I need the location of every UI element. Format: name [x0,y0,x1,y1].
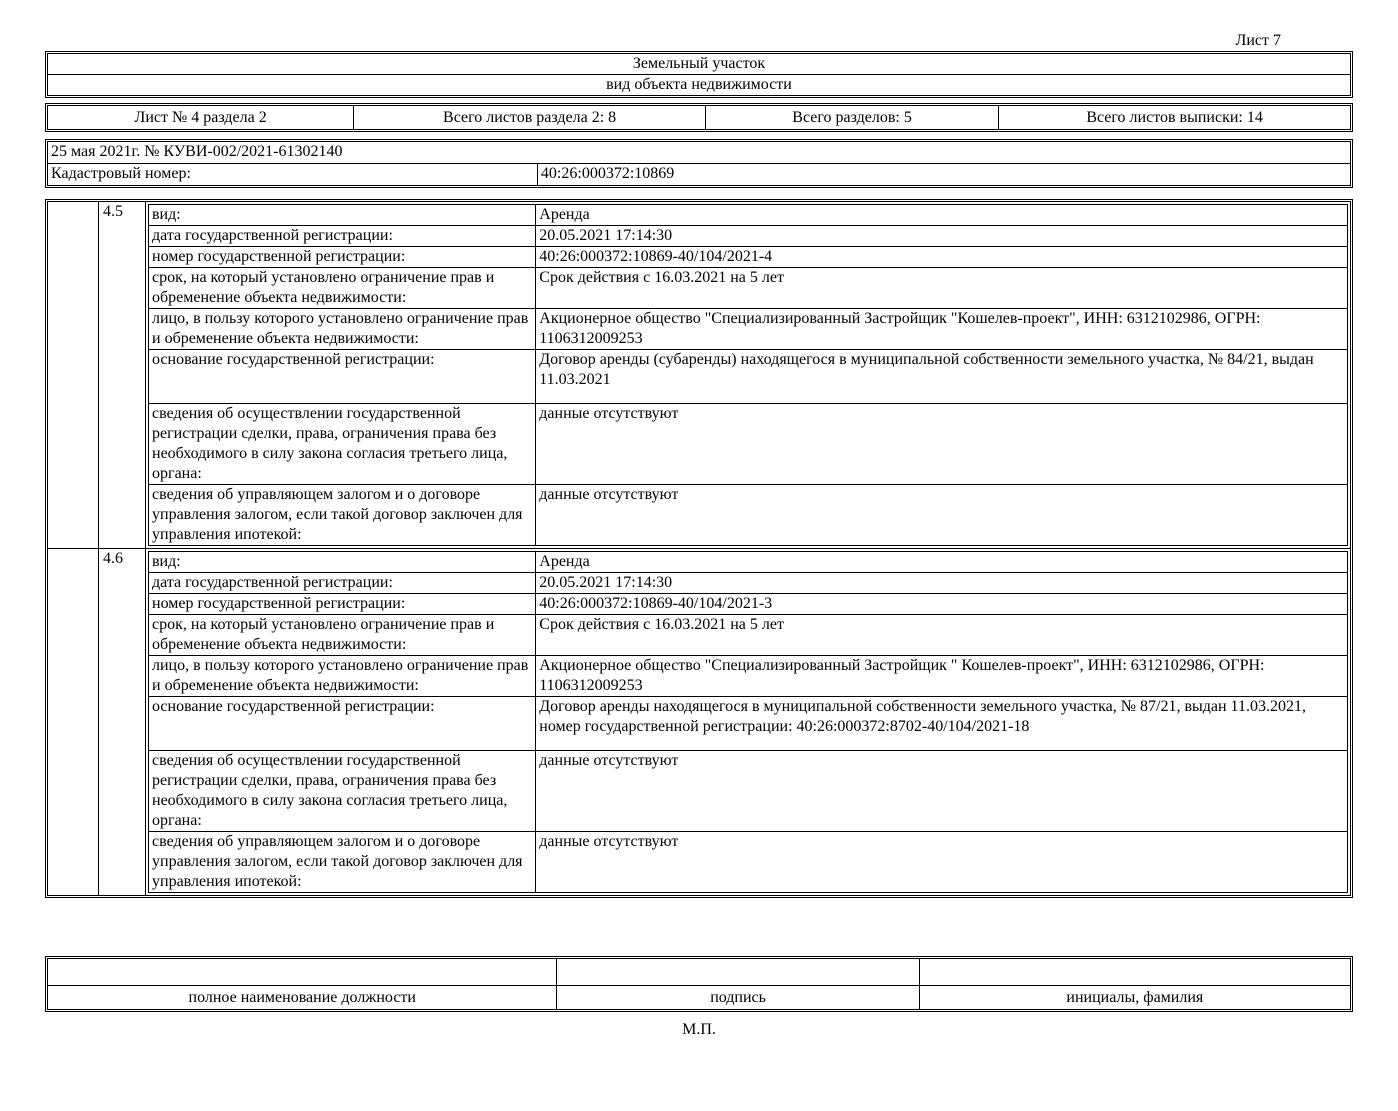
section-row [48,202,1351,549]
field-value: Договор аренды (субаренды) находящегося в муниципальной собственности земельного участка, № 84/21, выдан 11.03.2021 [536,350,1348,404]
stamp-place-label: М.П. [682,1021,716,1038]
field-value: Аренда [536,552,1348,573]
page-title: Земельный участок [48,54,1351,75]
field-value: Срок действия с 16.03.2021 на 5 лет [536,268,1348,309]
signature-input-row [48,959,1351,986]
field-row [149,404,1348,485]
field-label: номер государственной регистрации: [149,247,536,268]
field-label: основание государственной регистрации: [149,350,536,404]
section-row [48,549,1351,896]
document-page [0,31,1398,1111]
field-row [149,751,1348,832]
position-column-label: полное наименование должности [48,986,557,1010]
field-label: сведения об управляющем залогом и о договоре управления залогом, если такой договор заключен для управления ипотекой: [149,485,536,546]
field-value: данные отсутствуют [536,751,1348,832]
field-row [149,205,1348,226]
signature-label-row [48,986,1351,1010]
sheet-info-cell: Всего листов выписки: 14 [999,106,1351,130]
cadastral-number-label: Кадастровый номер: [48,164,538,186]
section-fields [148,551,1348,893]
field-label: дата государственной регистрации: [149,573,536,594]
field-row [149,573,1348,594]
sheet-info-cell: Всего разделов: 5 [706,106,999,130]
field-value: 20.05.2021 17:14:30 [536,226,1348,247]
blank-cell [48,202,99,549]
field-row [149,697,1348,751]
name-cell [919,959,1350,986]
section-number: 4.5 [99,202,146,549]
restrictions-block [45,199,1353,898]
field-row [149,485,1348,546]
field-label: основание государственной регистрации: [149,697,536,751]
field-label: вид: [149,552,536,573]
field-value: Акционерное общество "Специализированный Застройщик "Кошелев-проект", ИНН: 6312102986, ОГРН: 1106312009253 [536,309,1348,350]
field-label: вид: [149,205,536,226]
field-label: срок, на который установлено ограничение прав и обременение объекта недвижимости: [149,615,536,656]
field-row [149,594,1348,615]
field-value: данные отсутствуют [536,832,1348,893]
field-row [149,656,1348,697]
field-row [149,268,1348,309]
field-value: Договор аренды находящегося в муниципальной собственности земельного участка, № 87/21, выдан 11.03.2021, номер государственной регистрации: 40:26:000372:8702-40/104/2021-18 [536,697,1348,751]
page-subtitle: вид объекта недвижимости [48,75,1351,96]
signature-block [45,956,1353,1012]
sheet-info-cell: Всего листов раздела 2: 8 [354,106,706,130]
field-label: лицо, в пользу которого установлено ограничение прав и обременение объекта недвижимости: [149,309,536,350]
sheet-info-block [45,103,1353,132]
field-label: сведения об управляющем залогом и о договоре управления залогом, если такой договор заключен для управления ипотекой: [149,832,536,893]
section-number: 4.6 [99,549,146,896]
field-value: Аренда [536,205,1348,226]
meta-block [45,139,1353,188]
extract-date-line: 25 мая 2021г. № КУВИ-002/2021-61302140 [48,142,1351,164]
field-value: Срок действия с 16.03.2021 на 5 лет [536,615,1348,656]
field-value: данные отсутствуют [536,485,1348,546]
field-row [149,350,1348,404]
signature-cell [557,959,919,986]
field-row [149,832,1348,893]
field-row [149,552,1348,573]
title-block [45,51,1353,98]
field-label: срок, на который установлено ограничение прав и обременение объекта недвижимости: [149,268,536,309]
position-cell [48,959,557,986]
field-row [149,247,1348,268]
sheet-number: Лист 7 [1235,32,1281,49]
signature-column-label: подпись [557,986,919,1010]
field-row [149,226,1348,247]
section-fields [148,204,1348,546]
field-value: 40:26:000372:10869-40/104/2021-4 [536,247,1348,268]
field-label: лицо, в пользу которого установлено ограничение прав и обременение объекта недвижимости: [149,656,536,697]
field-value: данные отсутствуют [536,404,1348,485]
initials-column-label: инициалы, фамилия [919,986,1350,1010]
cadastral-number-value: 40:26:000372:10869 [537,164,1350,186]
field-value: 40:26:000372:10869-40/104/2021-3 [536,594,1348,615]
field-row [149,309,1348,350]
field-label: сведения об осуществлении государственной регистрации сделки, права, ограничения права без необходимого в силу закона согласия третьего лица, органа: [149,751,536,832]
field-value: 20.05.2021 17:14:30 [536,573,1348,594]
field-row [149,615,1348,656]
sheet-info-cell: Лист № 4 раздела 2 [48,106,354,130]
field-label: дата государственной регистрации: [149,226,536,247]
field-label: сведения об осуществлении государственной регистрации сделки, права, ограничения права без необходимого в силу закона согласия третьего лица, органа: [149,404,536,485]
blank-cell [48,549,99,896]
field-value: Акционерное общество "Специализированный Застройщик " Кошелев-проект", ИНН: 6312102986, ОГРН: 1106312009253 [536,656,1348,697]
field-label: номер государственной регистрации: [149,594,536,615]
